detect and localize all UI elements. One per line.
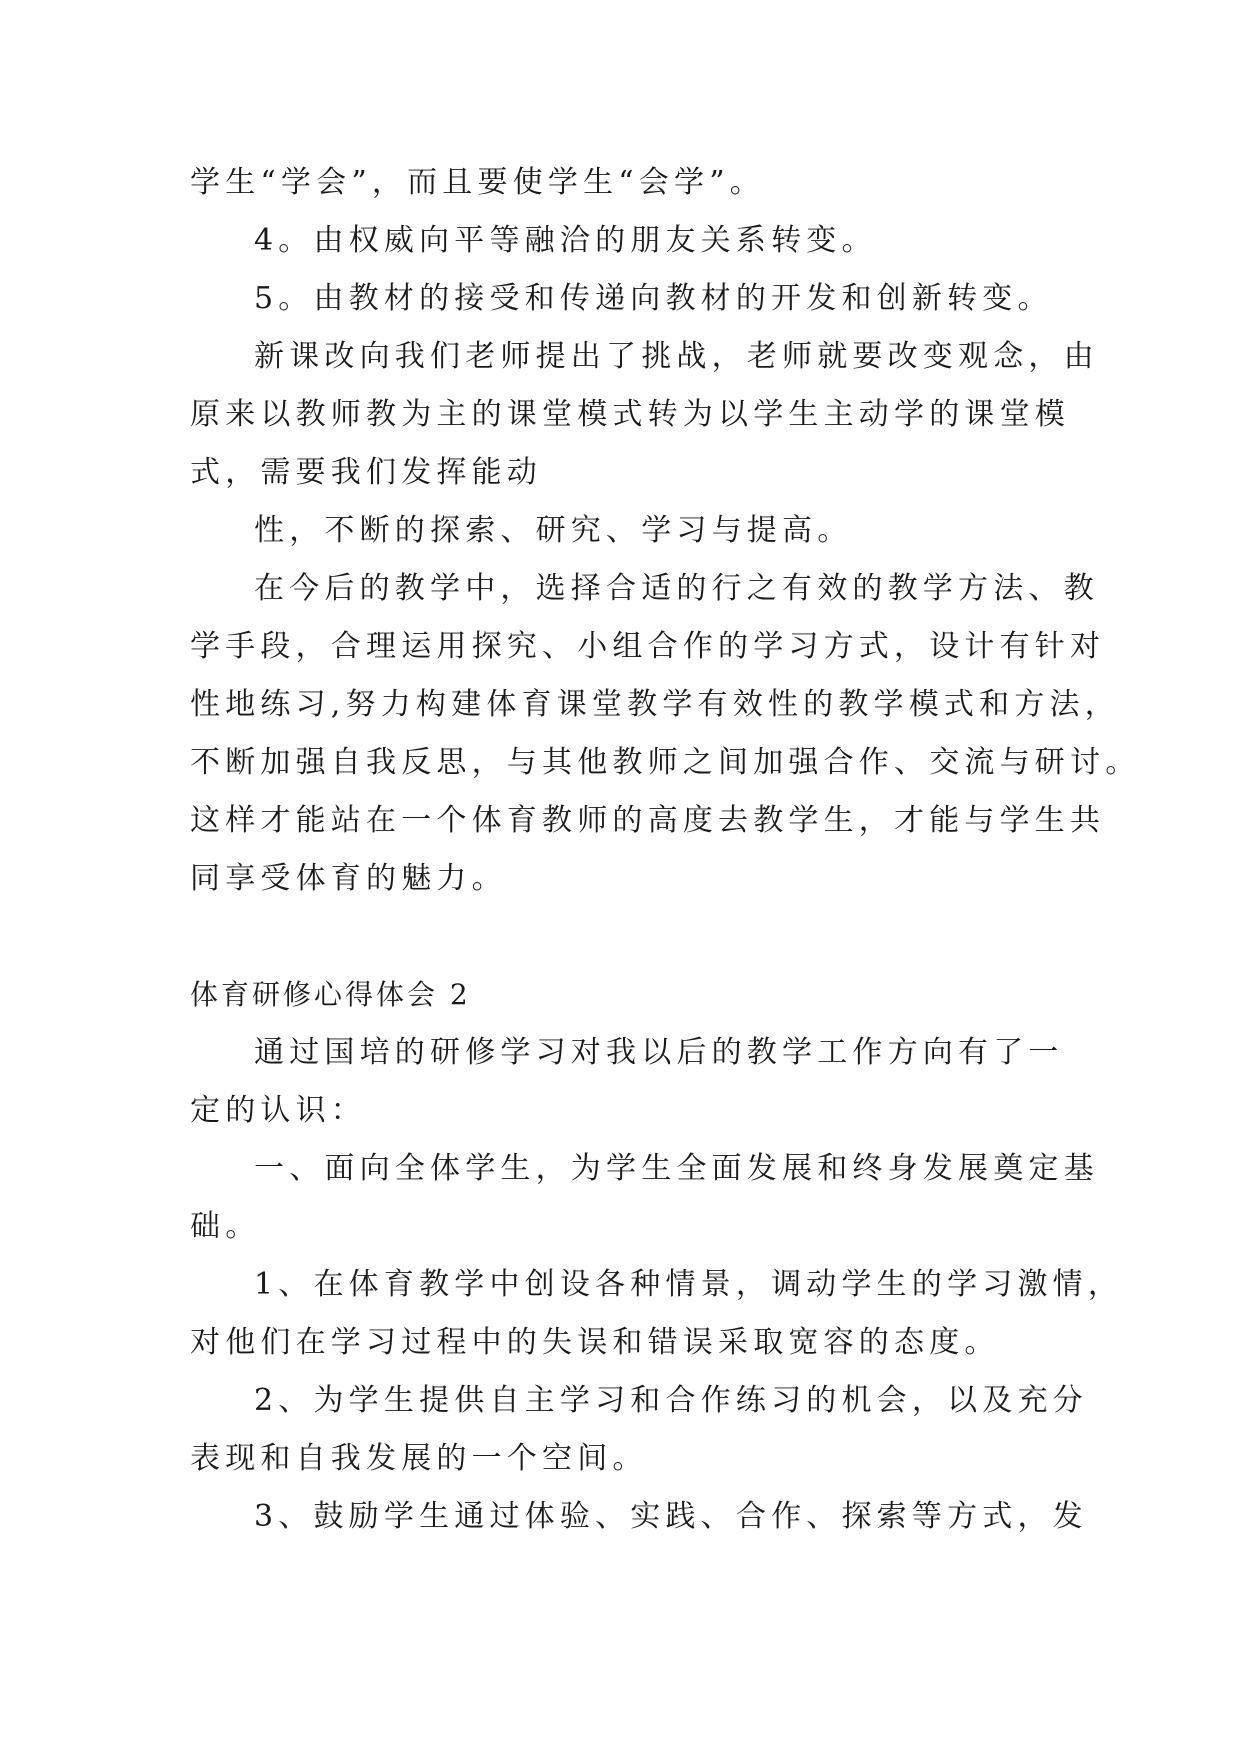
list-item-2: 2、为学生提供自主学习和合作练习的机会，以及充分 [254, 1383, 1088, 1418]
paragraph-line: 式，需要我们发挥能动 [190, 455, 542, 490]
paragraph-line: 不断加强自我反思，与其他教师之间加强合作、交流与研讨。 [190, 745, 1141, 780]
list-item-4: 4。由权威向平等融洽的朋友关系转变。 [254, 223, 877, 258]
paragraph-line: 学手段，合理运用探究、小组合作的学习方式，设计有针对 [190, 629, 1106, 664]
paragraph-line: 性，不断的探索、研究、学习与提高。 [254, 513, 853, 548]
list-item-3: 3、鼓励学生通过体验、实践、合作、探索等方式，发 [254, 1499, 1088, 1534]
section-title: 体育研修心得体会 2 [190, 978, 471, 1011]
paragraph-line: 对他们在学习过程中的失误和错误采取宽容的态度。 [190, 1325, 1000, 1360]
paragraph-line: 同享受体育的魅力。 [190, 861, 507, 896]
paragraph-line: 一、面向全体学生，为学生全面发展和终身发展奠定基 [254, 1151, 1099, 1186]
list-item-1: 1、在体育教学中创设各种情景，调动学生的学习激情， [254, 1267, 1124, 1302]
paragraph-line: 性地练习,努力构建体育课堂教学有效性的教学模式和方法， [190, 687, 1120, 722]
paragraph-line: 这样才能站在一个体育教师的高度去教学生，才能与学生共 [190, 803, 1106, 838]
section-gap [190, 908, 1050, 966]
paragraph-line: 新课改向我们老师提出了挑战，老师就要改变观念，由 [254, 339, 1099, 374]
paragraph-line: 定的认识： [190, 1093, 366, 1128]
document-body [190, 154, 1141, 1546]
paragraph-line: 础。 [190, 1209, 261, 1244]
paragraph-line: 在今后的教学中，选择合适的行之有效的教学方法、教 [254, 571, 1099, 606]
paragraph-line: 表现和自我发展的一个空间。 [190, 1441, 648, 1476]
paragraph-line: 学生“学会”，而且要使学生“会学”。 [190, 165, 765, 200]
list-item-5: 5。由教材的接受和传递向教材的开发和创新转变。 [254, 281, 1053, 316]
paragraph-line: 原来以教师教为主的课堂模式转为以学生主动学的课堂模 [190, 397, 1070, 432]
paragraph-line: 通过国培的研修学习对我以后的教学工作方向有了一 [254, 1035, 1064, 1070]
